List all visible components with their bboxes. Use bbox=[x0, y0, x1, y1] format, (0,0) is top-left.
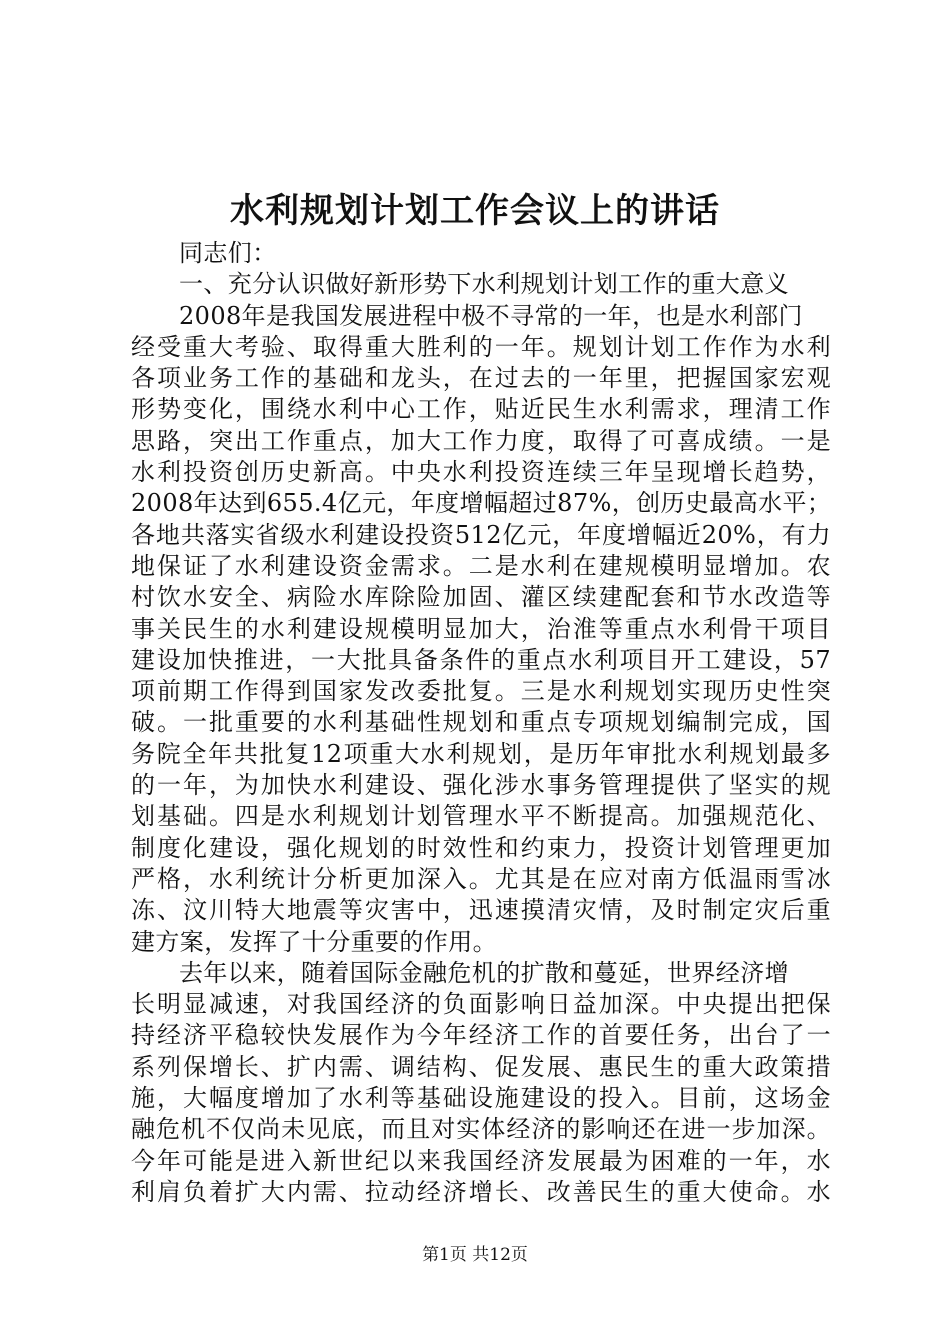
text-line: 制度化建设，强化规划的时效性和约束力，投资计划管理更加 bbox=[131, 833, 831, 862]
text-line: 2008年达到655.4亿元，年度增幅超过87%，创历史最高水平； bbox=[131, 489, 832, 518]
text-line: 同志们： bbox=[179, 239, 277, 267]
text-line: 村饮水安全、病险水库除险加固、灌区续建配套和节水改造等 bbox=[131, 583, 831, 612]
text-line: 严格，水利统计分析更加深入。尤其是在应对南方低温雨雪冰 bbox=[131, 864, 831, 893]
text-line: 破。一批重要的水利基础性规划和重点专项规划编制完成，国 bbox=[131, 708, 831, 737]
text-line: 事关民生的水利建设规模明显加大，治淮等重点水利骨干项目 bbox=[131, 614, 831, 643]
text-line: 各地共落实省级水利建设投资512亿元，年度增幅近20%，有力 bbox=[131, 520, 831, 549]
text-line: 一、充分认识做好新形势下水利规划计划工作的重大意义 bbox=[179, 270, 789, 299]
document-body bbox=[131, 238, 831, 1208]
text-line: 施，大幅度增加了水利等基础设施建设的投入。目前，这场金 bbox=[131, 1084, 831, 1113]
text-line: 长明显减速，对我国经济的负面影响日益加深。中央提出把保 bbox=[131, 990, 831, 1019]
text-line: 建设加快推进，一大批具备条件的重点水利项目开工建设，57 bbox=[131, 645, 831, 674]
text-line: 今年可能是进入新世纪以来我国经济发展最为困难的一年，水 bbox=[131, 1146, 831, 1175]
text-line: 项前期工作得到国家发改委批复。三是水利规划实现历史性突 bbox=[131, 677, 831, 706]
text-line: 务院全年共批复12项重大水利规划，是历年审批水利规划最多 bbox=[131, 739, 831, 768]
text-line: 各项业务工作的基础和龙头，在过去的一年里，把握国家宏观 bbox=[131, 364, 831, 393]
text-line: 水利投资创历史新高。中央水利投资连续三年呈现增长趋势， bbox=[131, 458, 831, 487]
document-title: 水利规划计划工作会议上的讲话 bbox=[230, 191, 720, 231]
text-line: 地保证了水利建设资金需求。二是水利在建规模明显增加。农 bbox=[131, 551, 831, 580]
text-line: 划基础。四是水利规划计划管理水平不断提高。加强规范化、 bbox=[131, 802, 831, 831]
page-footer: 第1页 共12页 bbox=[422, 1245, 528, 1265]
text-line: 经受重大考验、取得重大胜利的一年。规划计划工作作为水利 bbox=[131, 332, 831, 361]
text-line: 的一年，为加快水利建设、强化涉水事务管理提供了坚实的规 bbox=[131, 771, 831, 800]
text-line: 利肩负着扩大内需、拉动经济增长、改善民生的重大使命。水 bbox=[131, 1177, 831, 1206]
text-line: 形势变化，围绕水利中心工作，贴近民生水利需求，理清工作 bbox=[131, 395, 831, 424]
text-line: 去年以来，随着国际金融危机的扩散和蔓延，世界经济增 bbox=[179, 958, 789, 987]
text-line: 建方案，发挥了十分重要的作用。 bbox=[131, 927, 497, 956]
text-line: 思路，突出工作重点，加大工作力度，取得了可喜成绩。一是 bbox=[131, 426, 831, 455]
text-line: 冻、汶川特大地震等灾害中，迅速摸清灾情，及时制定灾后重 bbox=[131, 896, 831, 925]
text-line: 2008年是我国发展进程中极不寻常的一年，也是水利部门 bbox=[179, 301, 803, 330]
text-line: 系列保增长、扩内需、调结构、促发展、惠民生的重大政策措 bbox=[131, 1052, 831, 1081]
text-line: 融危机不仅尚未见底，而且对实体经济的影响还在进一步加深。 bbox=[131, 1115, 831, 1144]
text-line: 持经济平稳较快发展作为今年经济工作的首要任务，出台了一 bbox=[131, 1021, 831, 1050]
